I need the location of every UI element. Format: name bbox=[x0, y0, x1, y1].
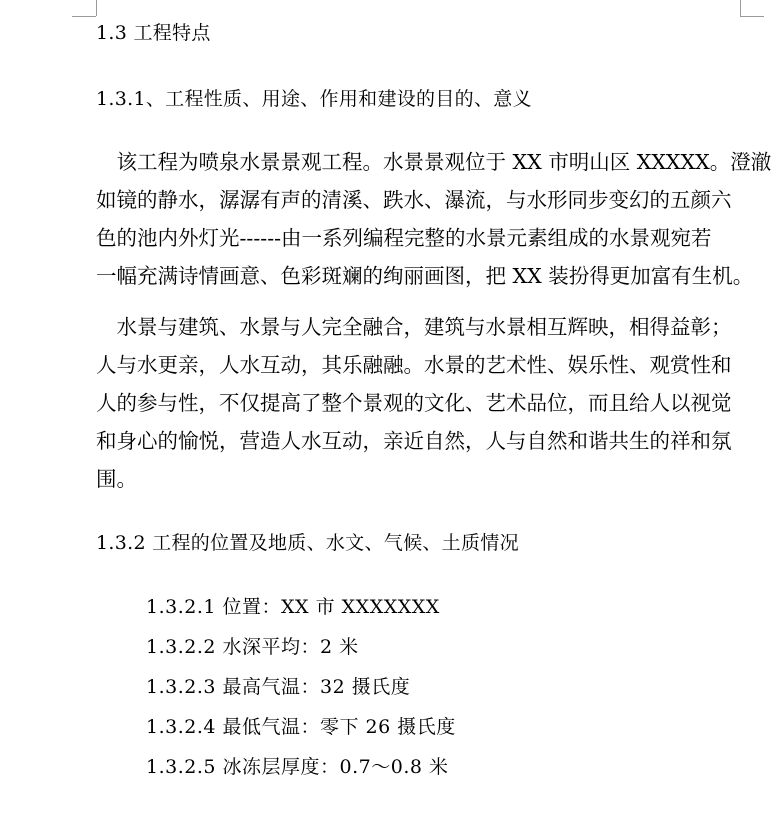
list-item-max-temperature: 1.3.2.3 最高气温：32 摄氏度 bbox=[146, 676, 411, 698]
paragraph-2-line: 围。 bbox=[96, 467, 137, 491]
paragraph-2-line: 人的参与性，不仅提高了整个景观的文化、艺术品位，而且给人以视觉 bbox=[96, 391, 732, 415]
paragraph-1-line: 一幅充满诗情画意、色彩斑斓的绚丽画图，把 XX 装扮得更加富有生机。 bbox=[96, 264, 754, 288]
page-corner-mark-right-horizontal bbox=[740, 16, 764, 17]
list-item-location: 1.3.2.1 位置：XX 市 XXXXXXX bbox=[146, 596, 440, 618]
page-corner-mark-right bbox=[740, 0, 741, 16]
heading-1-3-1: 1.3.1、工程性质、用途、作用和建设的目的、意义 bbox=[96, 88, 532, 110]
list-item-frost-depth: 1.3.2.5 冰冻层厚度：0.7～0.8 米 bbox=[146, 756, 449, 778]
heading-1-3: 1.3 工程特点 bbox=[96, 22, 211, 44]
paragraph-2-line: 和身心的愉悦，营造人水互动，亲近自然，人与自然和谐共生的祥和氛 bbox=[96, 429, 732, 453]
paragraph-1-line: 该工程为喷泉水景景观工程。水景景观位于 XX 市明山区 XXXXX。澄澈 bbox=[96, 150, 772, 174]
paragraph-1-line: 如镜的静水，潺潺有声的清溪、跌水、瀑流，与水形同步变幻的五颜六 bbox=[96, 188, 732, 212]
list-item-water-depth: 1.3.2.2 水深平均：2 米 bbox=[146, 636, 359, 658]
paragraph-1 bbox=[96, 143, 772, 295]
paragraph-1-line: 色的池内外灯光------由一系列编程完整的水景元素组成的水景观宛若 bbox=[96, 226, 712, 250]
paragraph-2 bbox=[96, 308, 746, 498]
paragraph-2-line: 人与水更亲，人水互动，其乐融融。水景的艺术性、娱乐性、观赏性和 bbox=[96, 353, 732, 377]
heading-1-3-2: 1.3.2 工程的位置及地质、水文、气候、土质情况 bbox=[96, 532, 519, 554]
list-item-min-temperature: 1.3.2.4 最低气温：零下 26 摄氏度 bbox=[146, 716, 456, 738]
page-corner-mark-left-horizontal bbox=[72, 16, 96, 17]
page-corner-mark-left bbox=[96, 0, 97, 16]
paragraph-2-line: 水景与建筑、水景与人完全融合，建筑与水景相互辉映，相得益彰； bbox=[96, 315, 732, 339]
